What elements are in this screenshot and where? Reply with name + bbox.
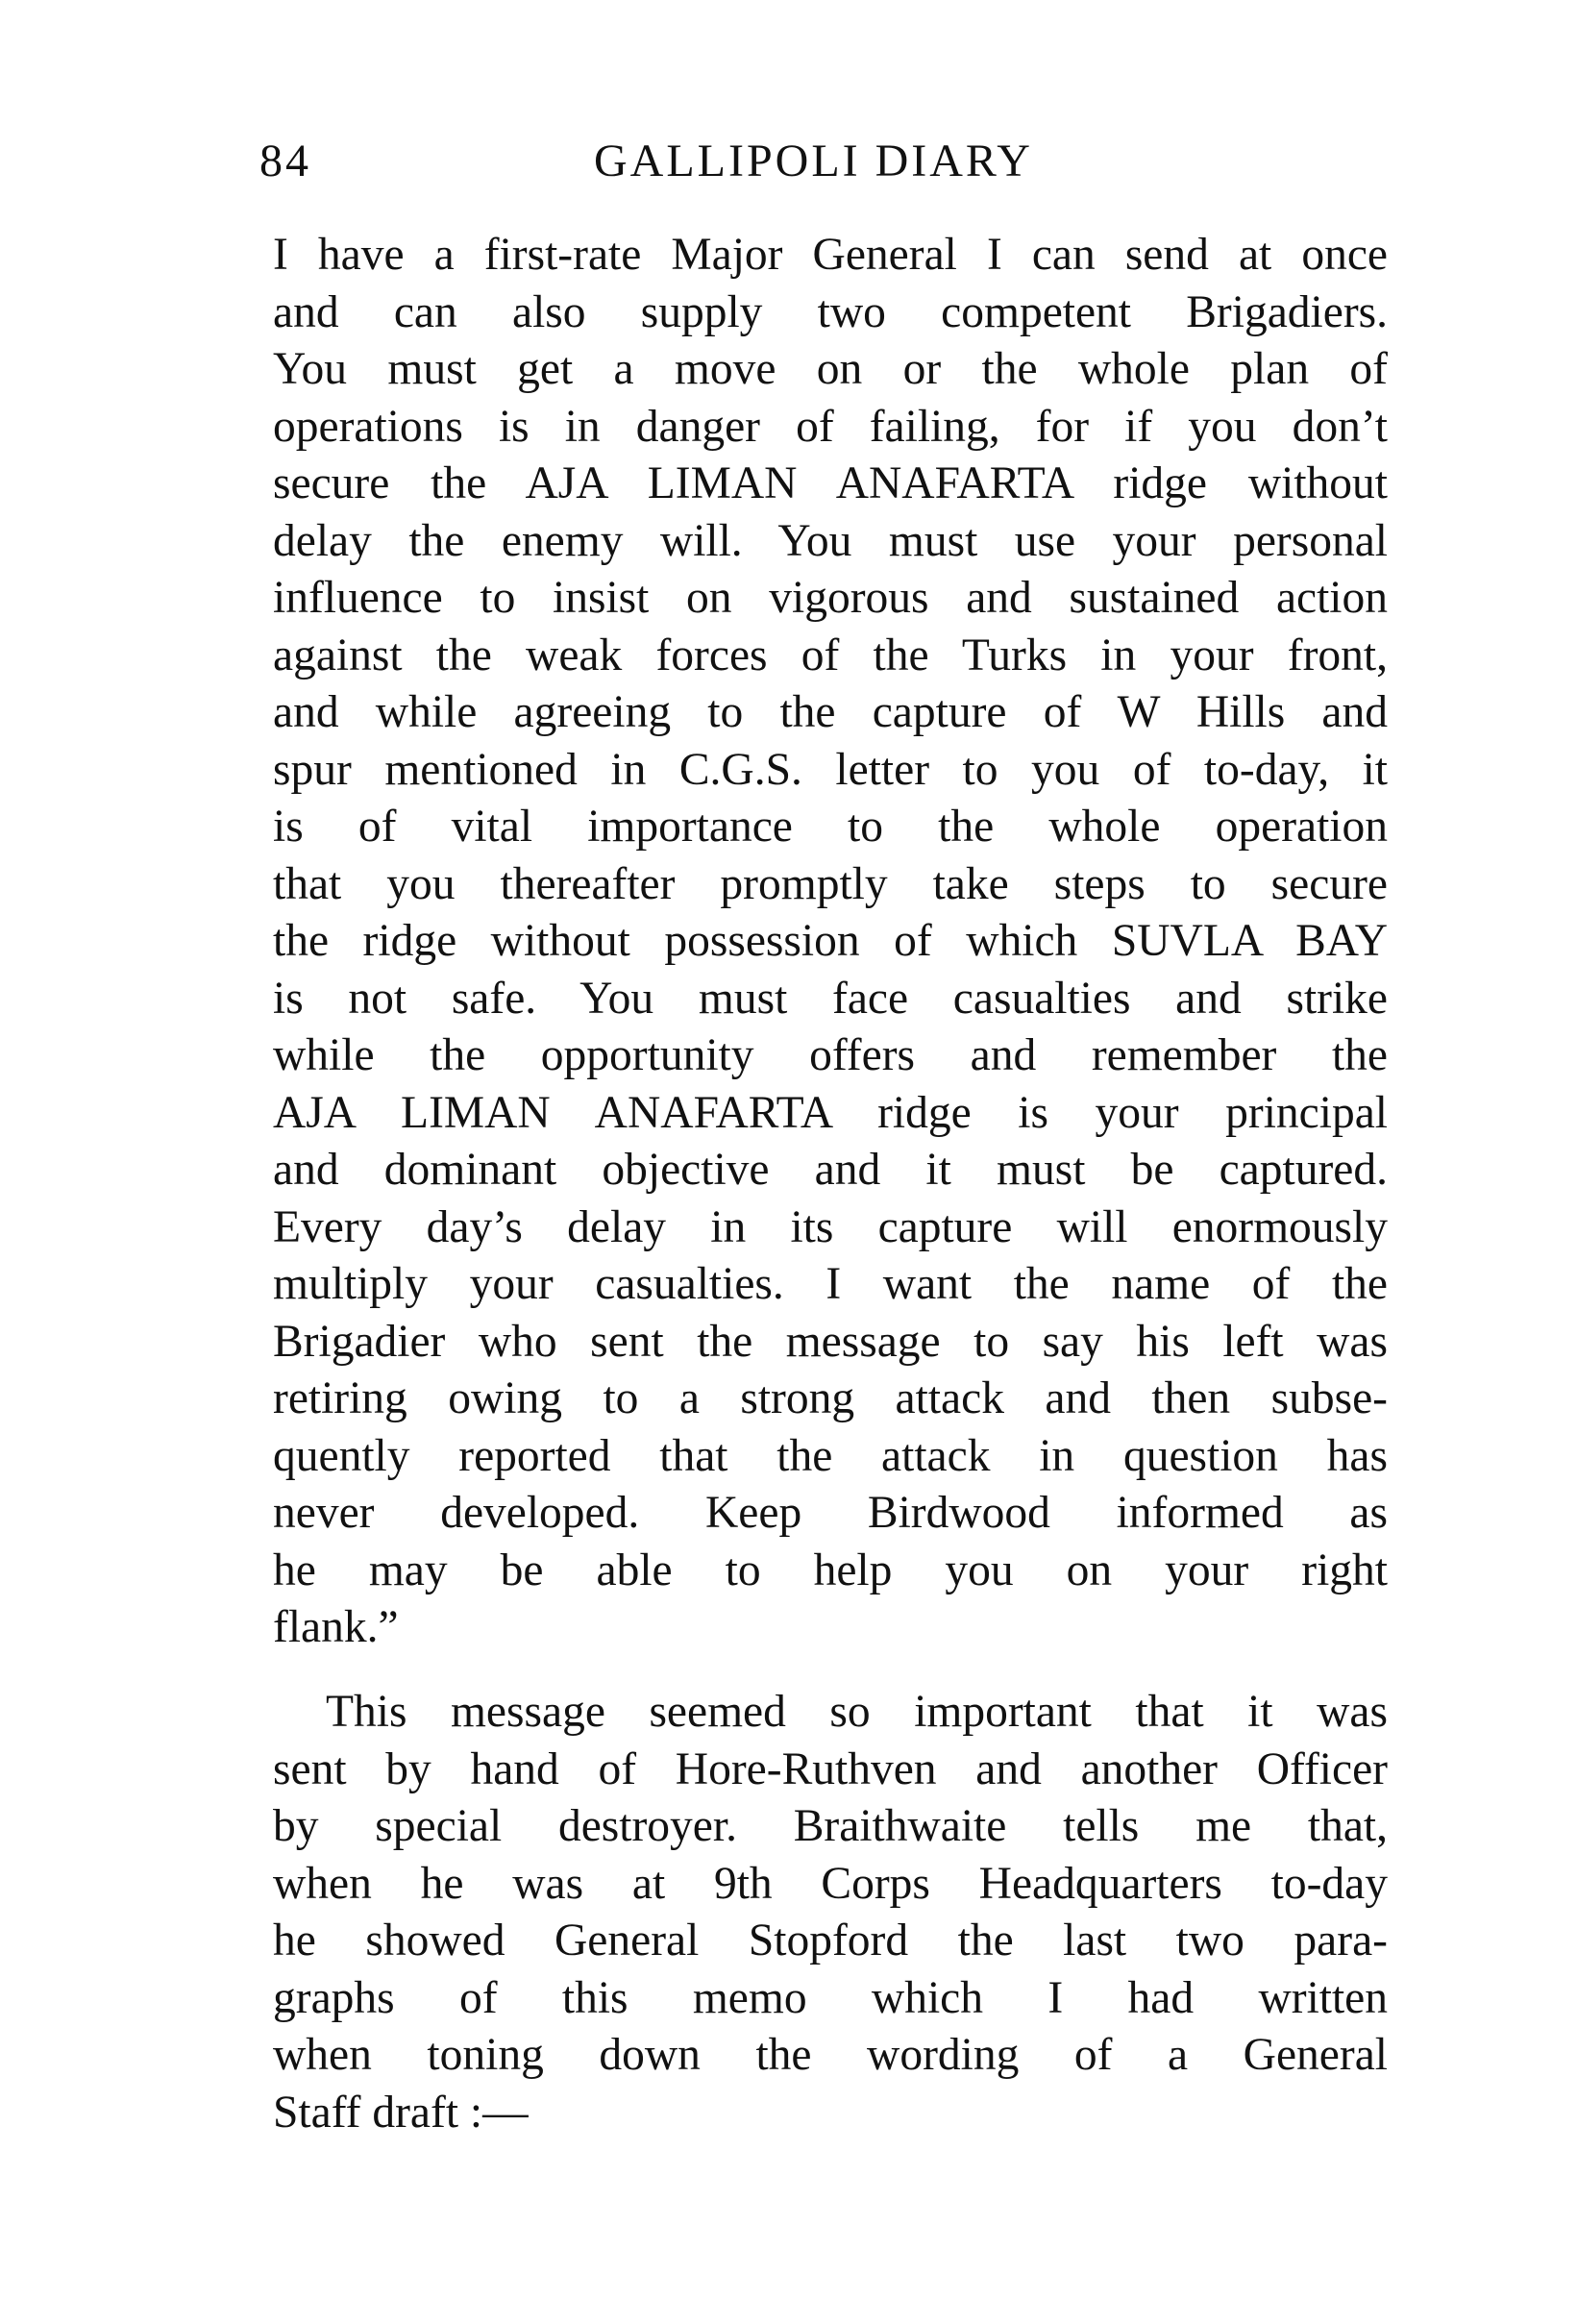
text-line: that you thereafter promptly take steps to secure [273, 858, 1388, 909]
text-line: delay the enemy will. You must use your personal [273, 515, 1388, 566]
text-line: flank.” [273, 1602, 399, 1652]
text-line: Staff draft :— [273, 2087, 529, 2138]
text-line: multiply your casualties. I want the name of the [273, 1259, 1388, 1309]
text-line: I have a first-rate Major General I can send at once [273, 230, 1388, 280]
text-line: and can also supply two competent Brigadiers. [273, 286, 1388, 337]
text-line: retiring owing to a strong attack and then subse- [273, 1373, 1388, 1423]
text-line: is not safe. You must face casualties and strike [273, 973, 1388, 1024]
page-header [259, 135, 1403, 202]
text-line: and while agreeing to the capture of W Hills and [273, 687, 1388, 737]
running-title: GALLIPOLI DIARY [594, 136, 1033, 186]
text-line: This message seemed so important that it was [326, 1687, 1388, 1737]
text-line: when he was at 9th Corps Headquarters to-day [273, 1858, 1388, 1909]
paragraph-2 [273, 1684, 1388, 2141]
text-line: secure the AJA LIMAN ANAFARTA ridge without [273, 458, 1388, 508]
text-line: by special destroyer. Braithwaite tells me that, [273, 1801, 1388, 1851]
text-line: is of vital importance to the whole operation [273, 802, 1388, 852]
text-line: spur mentioned in C.G.S. letter to you of to-day, it [273, 744, 1388, 795]
text-line: he showed General Stopford the last two para- [273, 1916, 1388, 1966]
text-line: the ridge without possession of which SUVLA BAY [273, 916, 1388, 966]
text-line: quently reported that the attack in question has [273, 1430, 1388, 1481]
text-line: Brigadier who sent the message to say his left was [273, 1316, 1388, 1367]
paragraph-1 [273, 227, 1388, 1657]
text-line: while the opportunity offers and remember the [273, 1030, 1388, 1080]
text-line: never developed. Keep Birdwood informed as [273, 1488, 1388, 1538]
text-line: graphs of this memo which I had written [273, 1972, 1388, 2023]
text-line: and dominant objective and it must be captured. [273, 1145, 1388, 1195]
text-line: You must get a move on or the whole plan of [273, 344, 1388, 394]
text-line: Every day’s delay in its capture will enormously [273, 1201, 1388, 1252]
text-line: operations is in danger of failing, for if you don’t [273, 401, 1388, 452]
text-line: influence to insist on vigorous and sustained action [273, 573, 1388, 623]
page-number: 84 [259, 136, 311, 186]
text-line: AJA LIMAN ANAFARTA ridge is your principal [273, 1087, 1388, 1138]
text-line: when toning down the wording of a General [273, 2030, 1388, 2080]
text-line: sent by hand of Hore-Ruthven and another Officer [273, 1743, 1388, 1794]
text-line: he may be able to help you on your right [273, 1545, 1388, 1595]
text-line: against the weak forces of the Turks in your front, [273, 630, 1388, 680]
